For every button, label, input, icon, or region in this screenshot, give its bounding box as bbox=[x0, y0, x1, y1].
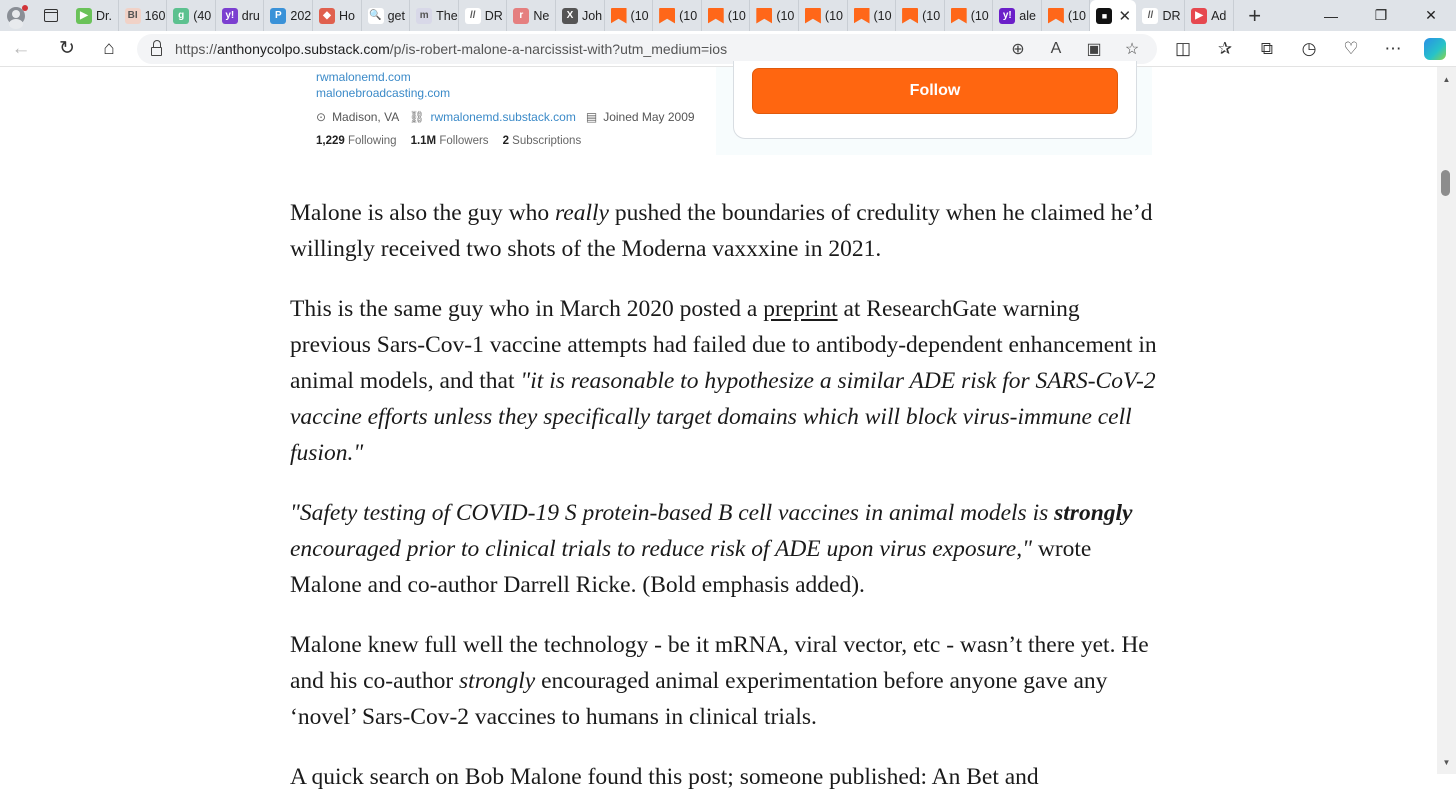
profile-website-link: rwmalonemd.com bbox=[316, 70, 411, 84]
bookmark-favicon-icon bbox=[805, 8, 821, 24]
profile-info bbox=[290, 67, 716, 155]
more-menu-icon[interactable]: ⋯ bbox=[1384, 39, 1402, 58]
profile-location: Madison, VA bbox=[332, 110, 400, 124]
browser-tab[interactable] bbox=[750, 0, 799, 31]
window-controls bbox=[1306, 0, 1456, 31]
active-tab-favicon-icon: ■ bbox=[1096, 8, 1112, 24]
tab-title: (10 bbox=[922, 8, 941, 23]
profile-meta bbox=[316, 110, 695, 124]
link-icon: ⛓ bbox=[409, 110, 425, 124]
profile-card-image bbox=[290, 67, 1152, 155]
browser-tab[interactable] bbox=[1042, 0, 1091, 31]
extensions-icon[interactable]: ♡ bbox=[1343, 39, 1359, 58]
collections-icon[interactable]: ⧉ bbox=[1260, 39, 1274, 58]
bookmark-favicon-icon bbox=[659, 8, 675, 24]
browser-tab[interactable] bbox=[799, 0, 848, 31]
browser-tab[interactable] bbox=[507, 0, 556, 31]
site-favicon-icon: // bbox=[465, 8, 481, 24]
tab-title: Joh bbox=[581, 8, 603, 23]
tab-title: Ho bbox=[338, 8, 355, 23]
followers-stat: 1.1M Followers bbox=[410, 135, 489, 147]
profile-joined: Joined May 2009 bbox=[603, 110, 695, 124]
lock-icon[interactable] bbox=[137, 42, 175, 56]
browser-tab[interactable] bbox=[605, 0, 654, 31]
tab-title: (10 bbox=[970, 8, 989, 23]
browser-tab[interactable] bbox=[993, 0, 1042, 31]
article-paragraph-2: This is the same guy who in March 2020 posted a preprint at ResearchGate warning previous Sars-Cov-1 vaccine attempts had failed due to antibody-dependent enhancement in animal models, and that "it is reasonable to hypothesize a similar ADE risk for SARS-CoV-2 vaccine efforts unless they specifically target domains which will block virus-immune cell fusion." bbox=[290, 296, 1157, 466]
article-paragraph-5-partial: A quick search on Bob Malone found this post; someone published: An Bet and bbox=[290, 764, 1039, 790]
browser-toolbar bbox=[0, 31, 1456, 67]
scroll-up-arrow-icon[interactable]: ▲ bbox=[1442, 74, 1451, 84]
site-favicon-icon: ◆ bbox=[319, 8, 335, 24]
address-bar[interactable] bbox=[137, 34, 1157, 64]
browser-tab[interactable] bbox=[945, 0, 994, 31]
browser-tab[interactable] bbox=[556, 0, 605, 31]
tab-title: DR bbox=[1162, 8, 1181, 23]
tab-title: Ne bbox=[533, 8, 550, 23]
location-pin-icon: ⊙ bbox=[316, 110, 327, 124]
scroll-down-arrow-icon[interactable]: ▼ bbox=[1442, 757, 1451, 767]
new-tab-button[interactable]: + bbox=[1248, 2, 1262, 28]
tab-title: Dr. bbox=[96, 8, 112, 23]
browser-tab[interactable] bbox=[410, 0, 459, 31]
tab-title: DR bbox=[484, 8, 503, 23]
tab-title: ale bbox=[1019, 8, 1036, 23]
browser-tab[interactable] bbox=[362, 0, 411, 31]
site-favicon-icon: // bbox=[1142, 8, 1158, 24]
browser-tab[interactable] bbox=[702, 0, 751, 31]
subscriptions-stat: 2 Subscriptions bbox=[502, 135, 582, 147]
article-body bbox=[290, 195, 1160, 790]
favorite-star-icon[interactable]: ☆ bbox=[1124, 41, 1140, 58]
bookmark-favicon-icon bbox=[1048, 8, 1064, 24]
tab-title: get bbox=[387, 8, 405, 23]
bookmark-favicon-icon bbox=[854, 8, 870, 24]
following-stat: 1,229 Following bbox=[316, 135, 397, 147]
read-aloud-icon[interactable]: A bbox=[1050, 40, 1062, 57]
scrollbar-thumb[interactable] bbox=[1441, 170, 1450, 196]
browser-tab[interactable] bbox=[264, 0, 313, 31]
maximize-button[interactable]: ❐ bbox=[1374, 7, 1388, 23]
site-favicon-icon: y! bbox=[999, 8, 1015, 24]
browser-tab[interactable] bbox=[848, 0, 897, 31]
article-paragraph-3: "Safety testing of COVID-19 S protein-based B cell vaccines in animal models is strongly encouraged prior to clinical trials to reduce risk of ADE upon virus exposure," wrote Malone and co-author Darrell Ricke. (Bold emphasis added). bbox=[290, 500, 1133, 598]
close-window-button[interactable]: ✕ bbox=[1425, 7, 1437, 23]
browser-tab[interactable] bbox=[896, 0, 945, 31]
page-viewport bbox=[0, 67, 1437, 790]
follow-panel bbox=[733, 61, 1137, 139]
immersive-reader-icon[interactable]: ▣ bbox=[1086, 41, 1102, 58]
tab-title: The bbox=[436, 8, 458, 23]
tab-title: 160 bbox=[144, 8, 166, 23]
tab-title: (10 bbox=[727, 8, 746, 23]
page-scrollbar[interactable] bbox=[1437, 67, 1456, 774]
site-favicon-icon: ▶ bbox=[76, 8, 92, 24]
tab-title: (10 bbox=[873, 8, 892, 23]
follow-button: Follow bbox=[752, 68, 1118, 114]
tab-title: (40 bbox=[193, 8, 212, 23]
tab-list bbox=[70, 0, 1270, 31]
bookmark-favicon-icon bbox=[611, 8, 627, 24]
tab-title: (10 bbox=[630, 8, 649, 23]
site-favicon-icon: g bbox=[173, 8, 189, 24]
browser-tab[interactable] bbox=[216, 0, 265, 31]
browser-tab[interactable] bbox=[70, 0, 119, 31]
article-paragraph-4: Malone knew full well the technology - be it mRNA, viral vector, etc - wasn’t there yet. He and his co-author strongly encouraged animal experimentation before anyone gave any ‘novel’ Sars-Cov-2 vaccines to humans in clinical trials. bbox=[290, 632, 1149, 730]
split-screen-icon[interactable]: ◫ bbox=[1174, 39, 1192, 58]
browser-tab[interactable] bbox=[653, 0, 702, 31]
refresh-button[interactable]: ↻ bbox=[59, 38, 75, 59]
tab-title: (10 bbox=[679, 8, 698, 23]
toolbar-tools bbox=[1162, 31, 1456, 67]
site-favicon-icon: X bbox=[562, 8, 578, 24]
calendar-icon: ▤ bbox=[585, 110, 598, 124]
bookmark-favicon-icon bbox=[902, 8, 918, 24]
favorites-icon[interactable]: ✰ bbox=[1217, 39, 1233, 58]
browser-tab[interactable] bbox=[167, 0, 216, 31]
article-paragraph-1: Malone is also the guy who really pushed the boundaries of credulity when he claimed he’d willingly received two shots of the Moderna vaxxxine in 2021. bbox=[290, 200, 1153, 262]
history-icon[interactable]: ◷ bbox=[1301, 39, 1317, 58]
tab-title: (10 bbox=[1067, 8, 1086, 23]
profile-avatar[interactable] bbox=[0, 0, 32, 31]
tab-title: 202 bbox=[290, 8, 312, 23]
tab-actions-icon bbox=[44, 9, 58, 22]
tab-strip bbox=[0, 0, 1456, 31]
site-favicon-icon: 🔍 bbox=[368, 8, 384, 24]
tab-actions-button[interactable] bbox=[32, 0, 70, 31]
back-button[interactable]: ← bbox=[11, 37, 31, 59]
home-button[interactable]: ⌂ bbox=[103, 37, 115, 59]
site-favicon-icon: r bbox=[513, 8, 529, 24]
profile-broadcast-link: malonebroadcasting.com bbox=[316, 86, 451, 100]
site-favicon-icon: BI bbox=[125, 8, 141, 24]
browser-tab[interactable] bbox=[1136, 0, 1185, 31]
bookmark-favicon-icon bbox=[708, 8, 724, 24]
active-tab[interactable] bbox=[1090, 0, 1136, 31]
profile-site: rwmalonemd.substack.com bbox=[430, 110, 576, 124]
preprint-link[interactable]: preprint bbox=[763, 296, 838, 322]
bookmark-favicon-icon bbox=[951, 8, 967, 24]
url-text[interactable]: https://anthonycolpo.substack.com/p/is-robert-malone-a-narcissist-with?utm_medium=ios bbox=[175, 41, 728, 57]
browser-tab[interactable] bbox=[1185, 0, 1234, 31]
site-favicon-icon: P bbox=[270, 8, 286, 24]
tab-title: dru bbox=[241, 8, 260, 23]
minimize-button[interactable]: — bbox=[1324, 7, 1338, 24]
browser-tab[interactable] bbox=[459, 0, 508, 31]
site-favicon-icon: ▶ bbox=[1191, 8, 1207, 24]
site-favicon-icon: y! bbox=[222, 8, 238, 24]
site-favicon-icon: m bbox=[416, 8, 432, 24]
zoom-icon[interactable]: ⊕ bbox=[1011, 41, 1025, 58]
browser-tab[interactable] bbox=[313, 0, 362, 31]
browser-tab[interactable] bbox=[119, 0, 168, 31]
bookmark-favicon-icon bbox=[756, 8, 772, 24]
copilot-icon[interactable] bbox=[1424, 38, 1446, 60]
profile-stats bbox=[316, 135, 581, 147]
close-tab-icon[interactable]: ✕ bbox=[1118, 7, 1132, 25]
tab-title: Ad bbox=[1211, 8, 1227, 23]
notification-dot bbox=[22, 5, 28, 11]
tab-title: (10 bbox=[776, 8, 795, 23]
tab-title: (10 bbox=[824, 8, 843, 23]
